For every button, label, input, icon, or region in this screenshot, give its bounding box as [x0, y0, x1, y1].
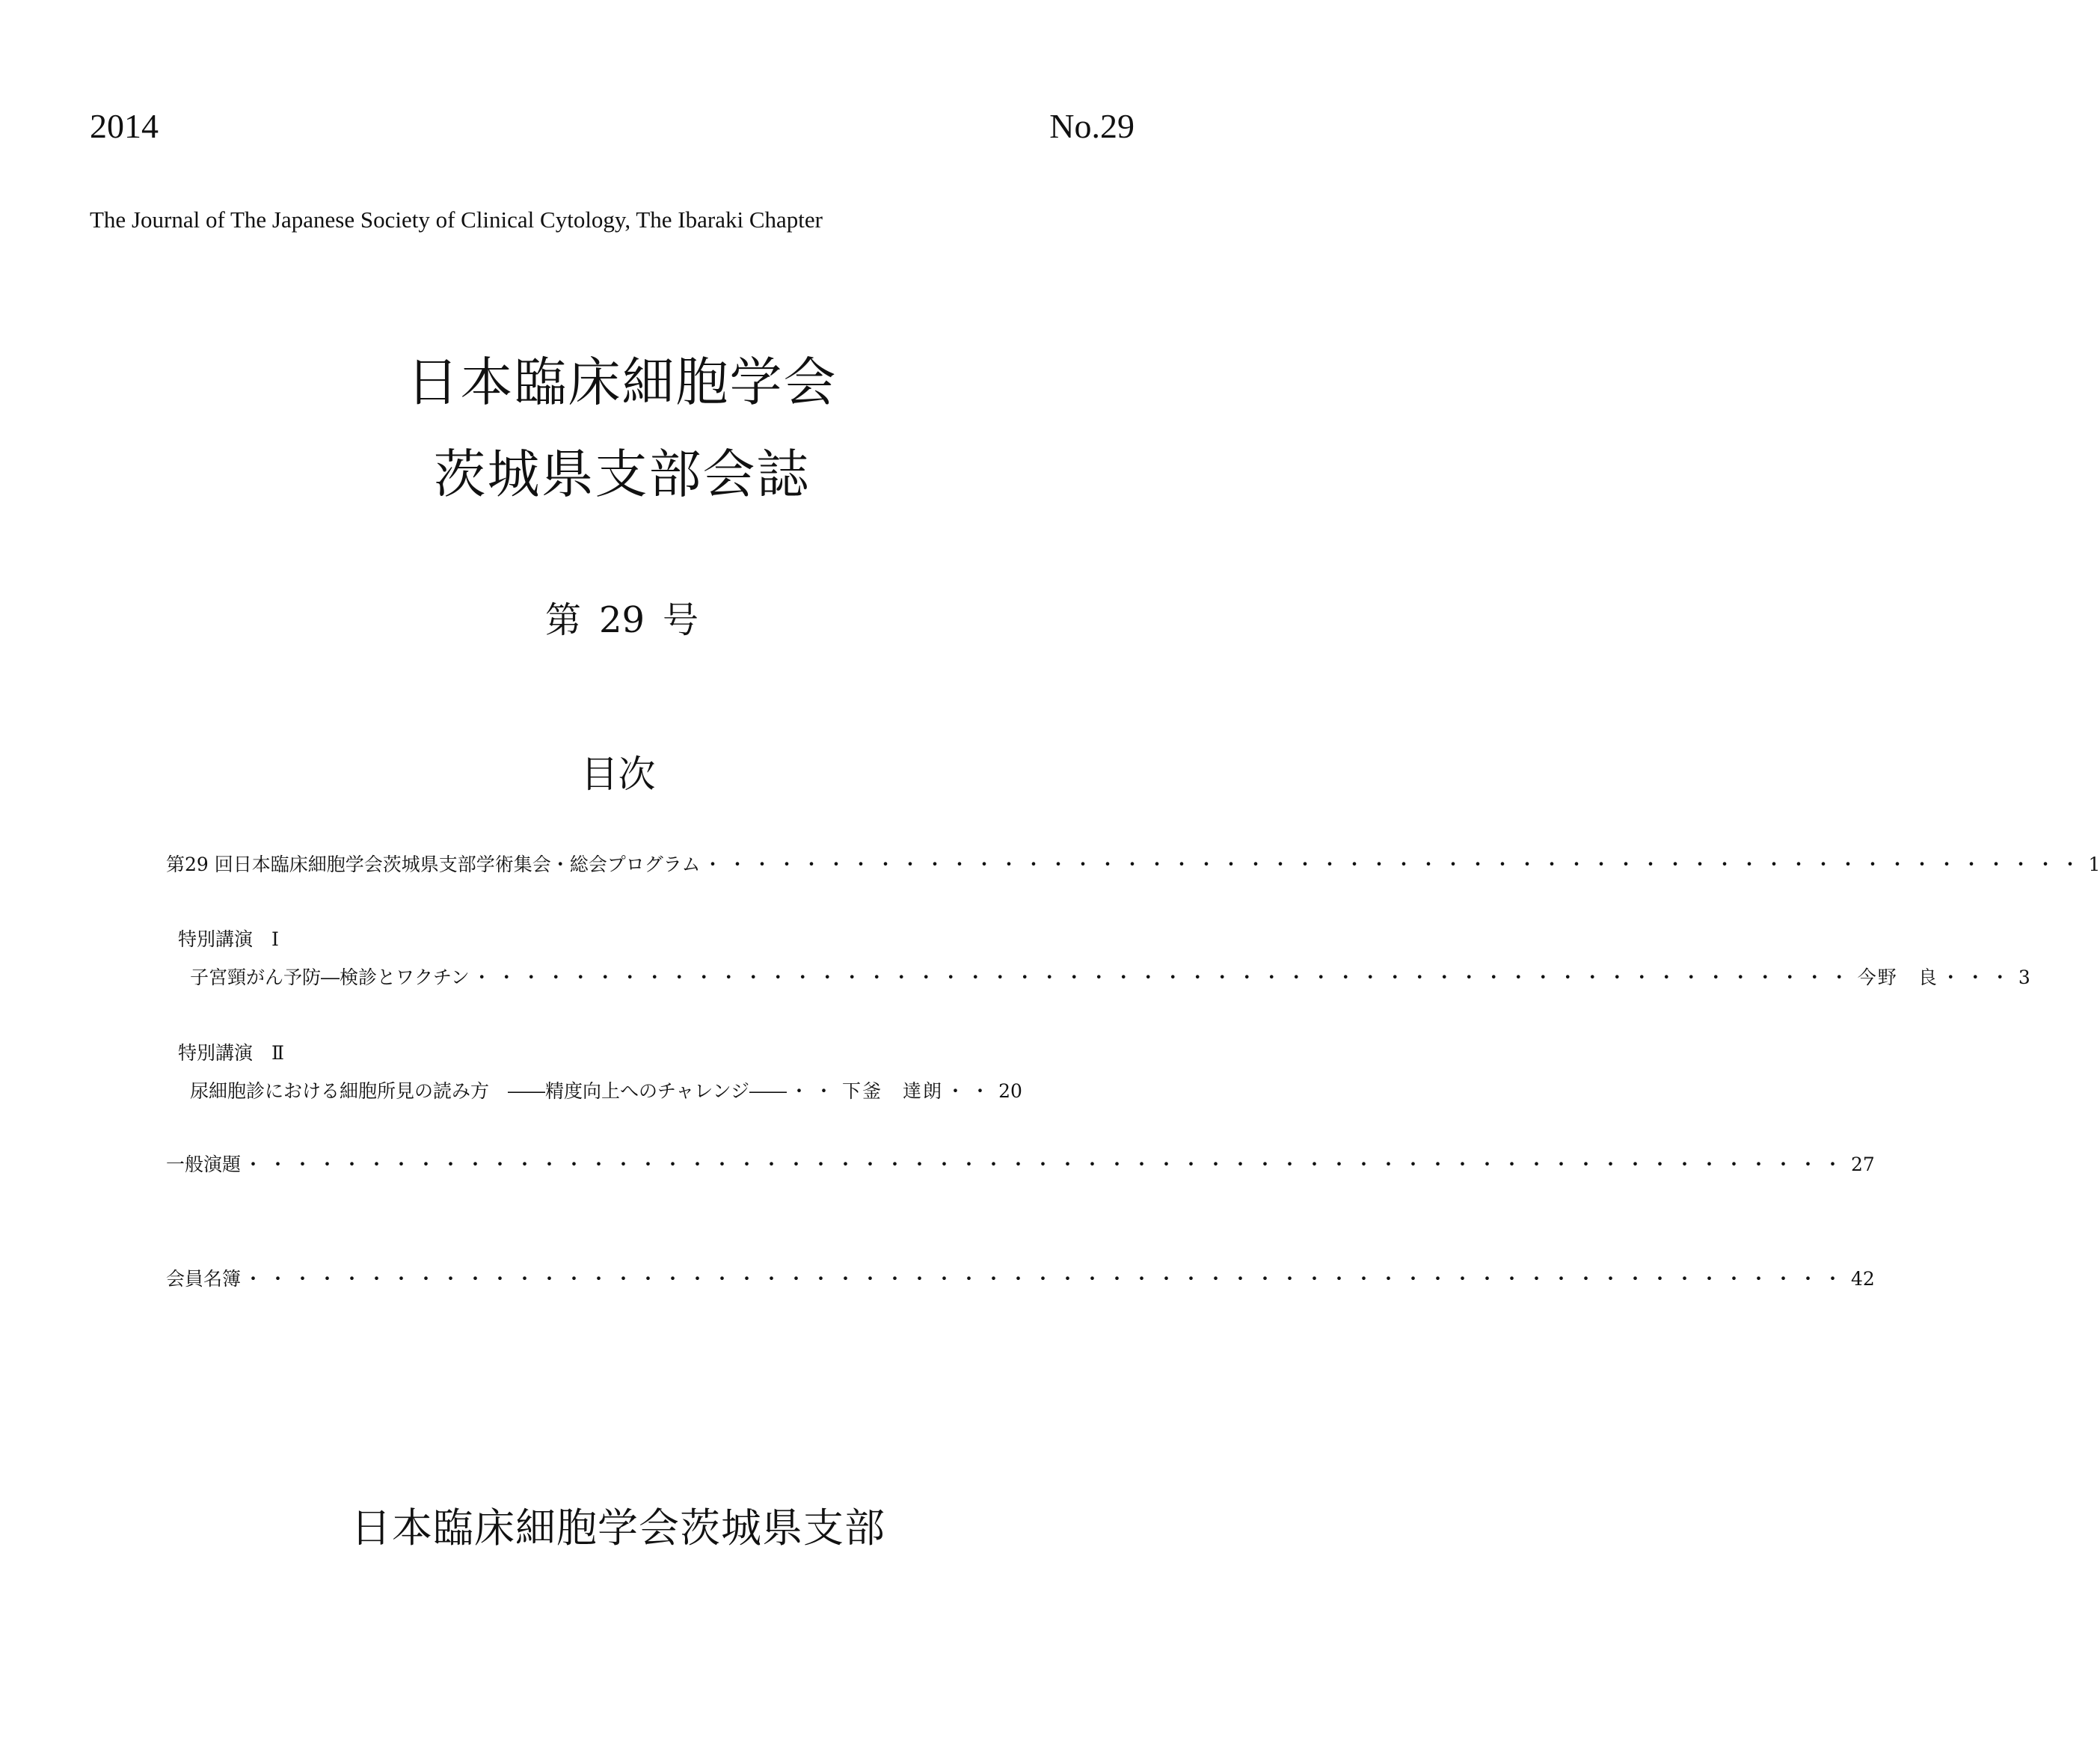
- toc-entry-program[interactable]: [166, 850, 2100, 877]
- journal-title-line2: 茨城県支部会誌: [433, 444, 811, 505]
- toc-leader-dots: ・・・・・・・・・・・・・・・・・・・・・・・・・・・・・・・・・・・・・・・・・・・・・・・・・・・・・・・・・・・・・・・・・: [244, 1154, 1849, 1175]
- toc-entry-title: 子宮頸がん予防―検診とワクチン: [190, 967, 470, 988]
- toc-leader-dots: ・・・・・・・・・・・・・・・・・・・・・・・・・・・・・・・・・・・・・・・・・・・・・・・・・・・・・・・・: [472, 967, 1855, 988]
- toc-entry-title: 会員名簿: [166, 1268, 242, 1290]
- toc-entry-title: 一般演題: [166, 1154, 242, 1175]
- issue-suffix: 号: [663, 599, 699, 641]
- toc-entry-lecture2[interactable]: [190, 1076, 1111, 1103]
- toc-section-label-lecture2: 特別講演 Ⅱ: [178, 1042, 284, 1064]
- toc-entry-page: 20: [998, 1080, 1022, 1102]
- publisher: 日本臨床細胞学会茨城県支部: [351, 1504, 885, 1552]
- toc-entry-title: 尿細胞診における細胞所見の読み方 ――精度向上へのチャレンジ――: [190, 1080, 788, 1102]
- issue-number-jp: 29: [598, 599, 645, 641]
- toc-leader-dots: ・・・: [1941, 967, 2015, 988]
- toc-entry-lecture1[interactable]: [190, 963, 2030, 990]
- issue-number: No.29: [1049, 107, 1135, 145]
- issue-label: [0, 591, 1236, 643]
- issue-prefix: 第: [544, 599, 581, 641]
- toc-entry-title: 第29 回日本臨床細胞学会茨城県支部学術集会・総会プログラム: [166, 854, 701, 875]
- toc-section-label-lecture1: 特別講演 Ⅰ: [178, 928, 279, 950]
- journal-english-title: The Journal of The Japanese Society of Clinical Cytology, The Ibaraki Chapter: [90, 206, 823, 233]
- year: 2014: [90, 107, 159, 145]
- journal-title-line1: 日本臨床細胞学会: [406, 352, 838, 413]
- toc-entry-members[interactable]: [166, 1264, 1875, 1291]
- toc-leader-dots: ・・: [790, 1080, 840, 1102]
- toc-entry-page: 3: [2018, 967, 2030, 988]
- toc-entry-general[interactable]: [166, 1150, 1875, 1177]
- toc-entry-author: 今野 良: [1857, 967, 1938, 988]
- toc-leader-dots: ・・・・・・・・・・・・・・・・・・・・・・・・・・・・・・・・・・・・・・・・・・・・・・・・・・・・・・・・: [703, 854, 2086, 875]
- toc-leader-dots: ・・: [946, 1080, 996, 1102]
- toc-entry-page: 27: [1851, 1154, 1875, 1175]
- toc-entry-author: 下釜 達朗: [842, 1080, 944, 1102]
- toc-entry-page: 42: [1851, 1268, 1875, 1290]
- toc-entry-page: 1: [2088, 854, 2100, 875]
- toc-heading: 目次: [580, 753, 656, 796]
- toc-leader-dots: ・・・・・・・・・・・・・・・・・・・・・・・・・・・・・・・・・・・・・・・・・・・・・・・・・・・・・・・・・・・・・・・・・: [244, 1268, 1849, 1290]
